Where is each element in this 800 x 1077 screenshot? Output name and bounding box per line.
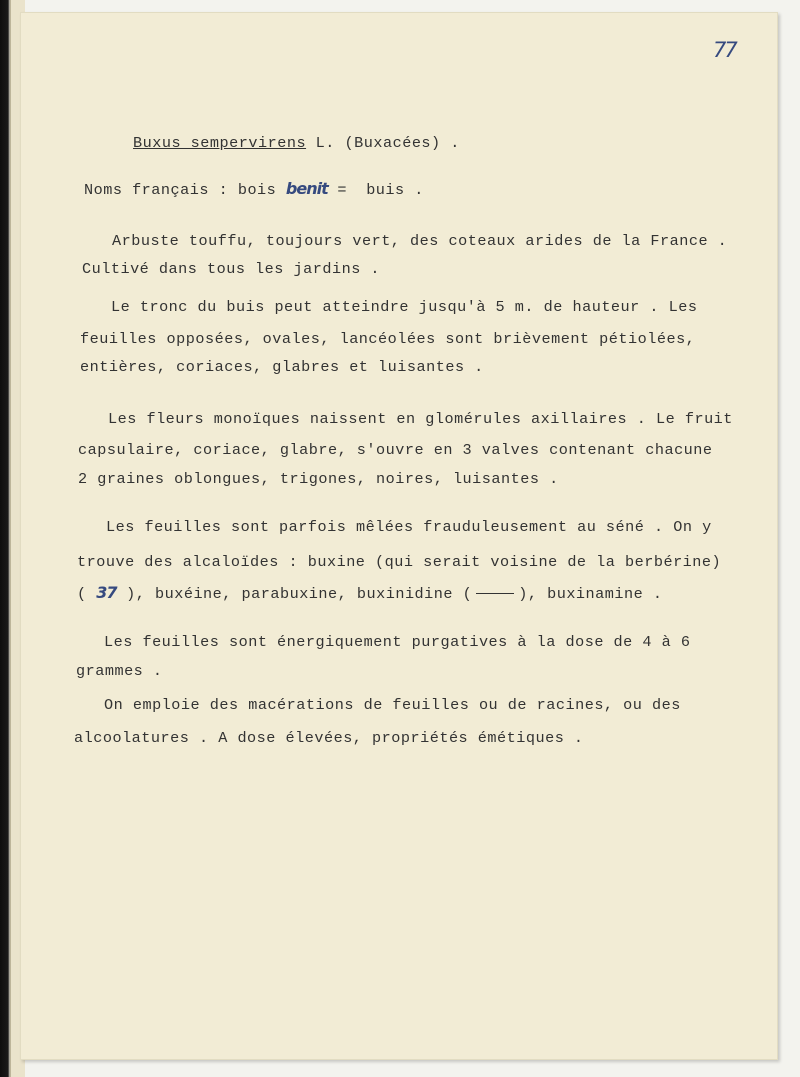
text-line: Les feuilles sont parfois mêlées frauduleusement au séné . On y (106, 518, 712, 536)
common-names (84, 179, 424, 199)
common-names-prefix: Noms français : bois (84, 181, 286, 199)
text-line: Arbuste touffu, toujours vert, des coteaux arides de la France . (112, 232, 728, 250)
handwritten-annotation: benit (285, 179, 328, 198)
text-line-with-annotations (77, 583, 662, 603)
common-names-suffix: buis . (356, 181, 424, 199)
text-line: trouve des alcaloïdes : buxine (qui serait voisine de la berbérine) (77, 553, 722, 571)
family-name: L. (Buxacées) . (306, 134, 460, 152)
text-line: capsulaire, coriace, glabre, s'ouvre en 3 valves contenant chacune (78, 441, 713, 459)
text-line: Cultivé dans tous les jardins . (82, 260, 381, 278)
text-segment: ), buxéine, parabuxine, buxinidine ( (126, 585, 473, 603)
text-line: alcoolatures . A dose élevées, propriétés émétiques . (74, 729, 584, 747)
text-segment: ), buxinamine . (518, 585, 663, 603)
text-line: Les fleurs monoïques naissent en glomérules axillaires . Le fruit (108, 410, 733, 428)
document-page (20, 12, 778, 1060)
blank-dash (476, 593, 514, 594)
paren-open: ( (77, 585, 87, 603)
text-line: Les feuilles sont énergiquement purgatives à la dose de 4 à 6 (104, 633, 691, 651)
dash-mark: = (327, 181, 357, 199)
text-line: entières, coriaces, glabres et luisantes . (80, 358, 484, 376)
text-line: feuilles opposées, ovales, lancéolées sont brièvement pétiolées, (80, 330, 696, 348)
text-line: 2 graines oblongues, trigones, noires, luisantes . (78, 470, 559, 488)
text-line: Le tronc du buis peut atteindre jusqu'à 5 m. de hauteur . Les (111, 298, 698, 316)
species-name: Buxus sempervirens (133, 134, 307, 152)
page-number: 77 (713, 38, 736, 62)
text-line: On emploie des macérations de feuilles ou de racines, ou des (104, 696, 681, 714)
text-line: grammes . (76, 662, 163, 680)
page-title (133, 134, 460, 152)
handwritten-reference: 37 (96, 583, 117, 602)
